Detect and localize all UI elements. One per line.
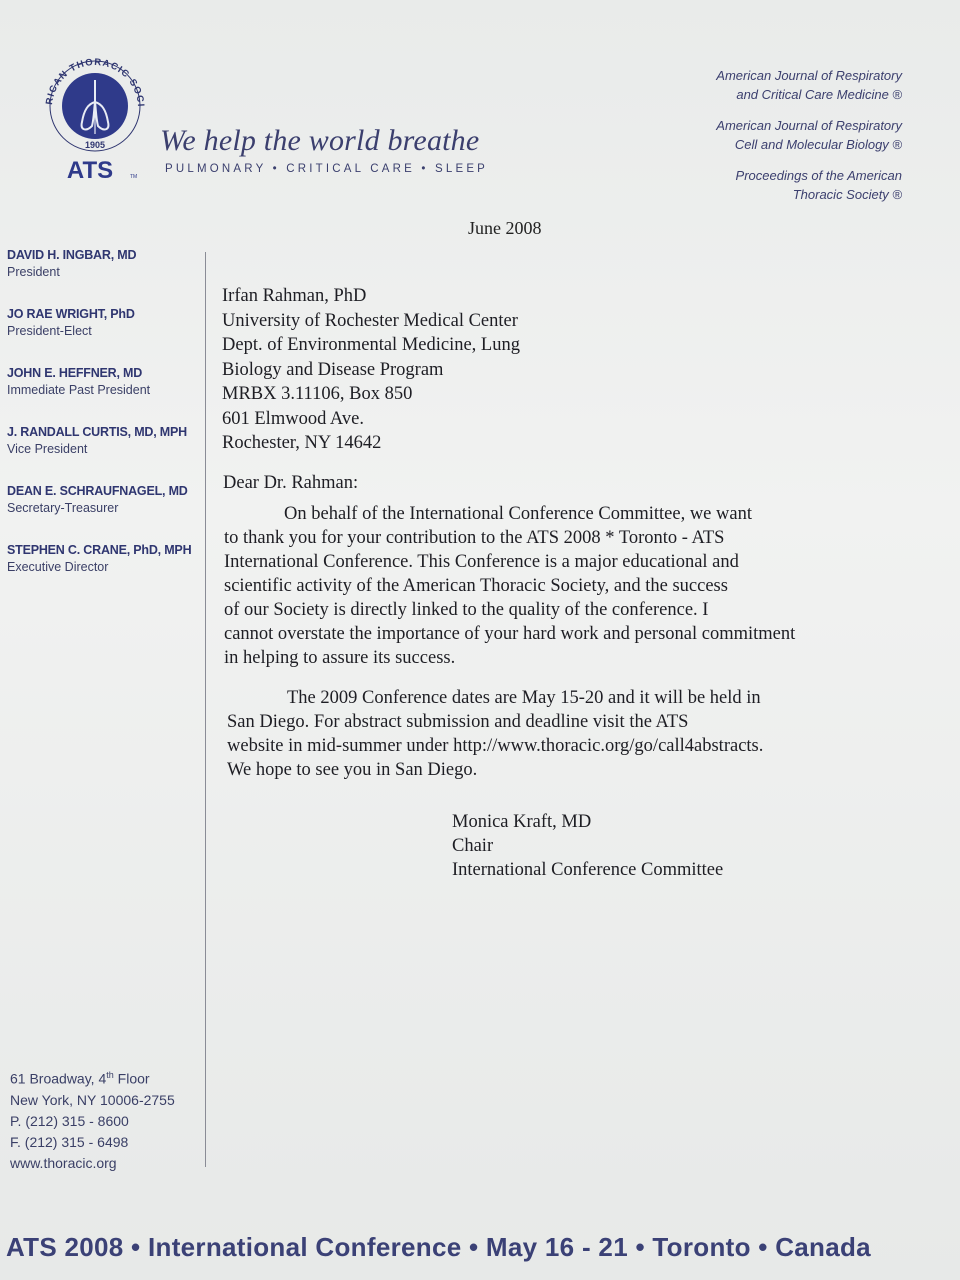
logo-tm: TM [130, 174, 138, 180]
journal-item [716, 66, 902, 104]
address-line: Rochester, NY 14642 [222, 433, 382, 453]
journal-line: and Critical Care Medicine ® [736, 87, 902, 102]
street-sup: th [106, 1070, 114, 1080]
signer-title: Chair [452, 836, 494, 856]
address-line: Irfan Rahman, PhD [222, 286, 367, 306]
signature-block [452, 810, 723, 882]
paragraph-line: San Diego. For abstract submission and deadline visit the ATS [227, 712, 689, 732]
paragraph-line: On behalf of the International Conference Committee, we want [284, 504, 752, 524]
subtagline: PULMONARY • CRITICAL CARE • SLEEP [165, 163, 489, 175]
address-line: Biology and Disease Program [222, 359, 444, 380]
ats-logo [40, 56, 150, 186]
paragraph-line: We hope to see you in San Diego. [227, 760, 478, 780]
city-line: New York, NY 10006-2755 [10, 1091, 175, 1108]
phone-line: P. (212) 315 - 8600 [10, 1112, 129, 1129]
paragraph-line: International Conference. This Conference is a major educational and [224, 552, 739, 572]
officer-name: DAVID H. INGBAR, MD [7, 248, 137, 262]
officer-name: JO RAE WRIGHT, PhD [7, 307, 135, 321]
officer-title: Vice President [7, 442, 88, 456]
paragraph-line: to thank you for your contribution to the ATS 2008 * Toronto - ATS [224, 528, 725, 548]
signer-name: Monica Kraft, MD [452, 812, 592, 832]
officer-title: Immediate Past President [7, 383, 151, 397]
officer-name: JOHN E. HEFFNER, MD [7, 366, 143, 380]
paragraph-line: cannot overstate the importance of your hard work and personal commitment [224, 624, 796, 644]
sidebar-divider [205, 252, 206, 1167]
letter-date: June 2008 [468, 218, 542, 238]
body-paragraph-2 [227, 686, 867, 782]
signer-committee: International Conference Committee [452, 860, 724, 880]
paragraph-line: in helping to assure its success. [224, 648, 456, 668]
body-paragraph-1 [224, 502, 864, 670]
officer-title: Executive Director [7, 560, 109, 574]
officer-name: STEPHEN C. CRANE, PhD, MPH [7, 543, 192, 557]
officer-name: J. RANDALL CURTIS, MD, MPH [7, 425, 187, 439]
officer-title: President-Elect [7, 324, 92, 338]
ats-seal-icon [40, 56, 150, 186]
journal-line: Thoracic Society ® [792, 187, 902, 202]
officer-item [7, 307, 202, 366]
logo-arc-text: RICAN THORACIC SOCI [44, 56, 147, 108]
logo-year: 1905 [84, 140, 106, 150]
paragraph-line: website in mid-summer under http://www.thoracic.org/go/call4abstracts. [227, 736, 764, 756]
recipient-address [222, 284, 520, 456]
officer-name: DEAN E. SCHRAUFNAGEL, MD [7, 484, 188, 498]
fax-line: F. (212) 315 - 6498 [10, 1133, 129, 1150]
street-text-end: Floor [113, 1070, 150, 1087]
footer-address [10, 1065, 175, 1174]
address-line: Dept. of Environmental Medicine, Lung [222, 335, 520, 355]
journal-line: Proceedings of the American [735, 168, 902, 183]
journal-item [716, 116, 902, 154]
logo-abbr: ATS [66, 157, 114, 184]
address-line: 601 Elmwood Ave. [222, 408, 364, 429]
officer-item [7, 248, 202, 307]
officer-item [7, 543, 202, 602]
journal-list [716, 66, 902, 216]
address-line: University of Rochester Medical Center [222, 310, 518, 331]
officer-item [7, 366, 202, 425]
journal-line: American Journal of Respiratory [716, 118, 902, 133]
conference-banner: ATS 2008 • International Conference • May 16 - 21 • Toronto • Canada [6, 1232, 871, 1262]
paragraph-line: scientific activity of the American Thoracic Society, and the success [224, 576, 728, 596]
officer-title: President [7, 265, 60, 279]
journal-line: American Journal of Respiratory [716, 68, 902, 83]
website-link[interactable]: www.thoracic.org [10, 1154, 117, 1171]
officer-item [7, 484, 202, 543]
officer-item [7, 425, 202, 484]
paragraph-line: The 2009 Conference dates are May 15-20 and it will be held in [287, 688, 761, 708]
journal-item [716, 166, 902, 204]
paragraph-line: of our Society is directly linked to the quality of the conference. I [224, 600, 709, 620]
salutation: Dear Dr. Rahman: [223, 473, 359, 493]
tagline: We help the world breathe [160, 124, 480, 157]
officer-list [7, 248, 202, 602]
address-line: MRBX 3.11106, Box 850 [222, 384, 413, 404]
journal-line: Cell and Molecular Biology ® [734, 137, 902, 152]
street-line [10, 1065, 175, 1090]
street-text: 61 Broadway, 4 [10, 1070, 107, 1087]
officer-title: Secretary-Treasurer [7, 501, 119, 515]
